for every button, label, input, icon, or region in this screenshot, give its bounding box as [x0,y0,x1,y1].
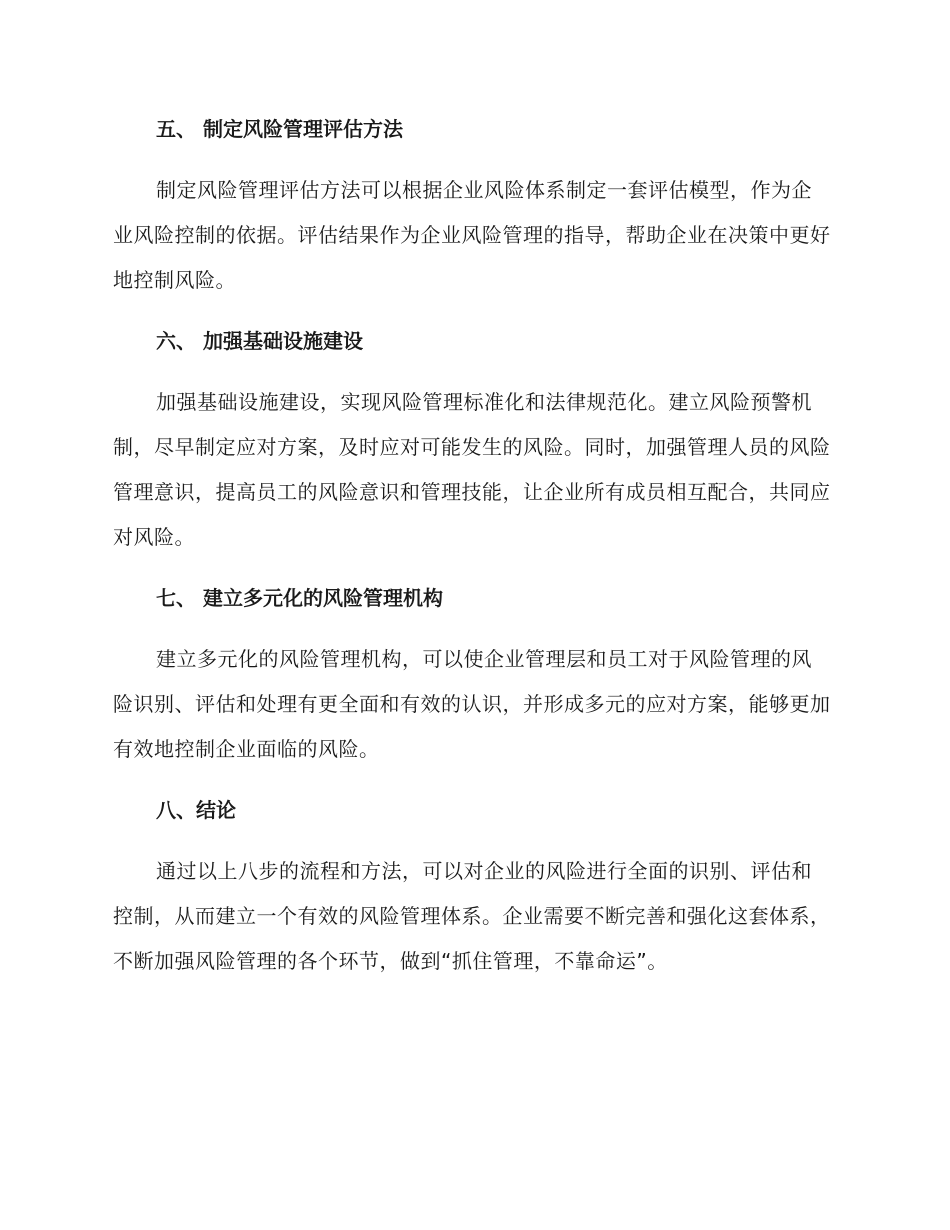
section-body-7: 建立多元化的风险管理机构，可以使企业管理层和员工对于风险管理的风险识别、评估和处理有更全面和有效的认识，并形成多元的应对方案，能够更加有效地控制企业面临的风险。 [113,647,831,761]
section-heading-5: 五、 制定风险管理评估方法 [156,117,403,141]
document-content [113,111,831,984]
section-body-6: 加强基础设施建设，实现风险管理标准化和法律规范化。建立风险预警机制，尽早制定应对方案，及时应对可能发生的风险。同时，加强管理人员的风险管理意识，提高员工的风险意识和管理技能，让企业所有成员相互配合，共同应对风险。 [113,390,831,549]
section-body-8: 通过以上八步的流程和方法，可以对企业的风险进行全面的识别、评估和控制，从而建立一个有效的风险管理体系。企业需要不断完善和强化这套体系，不断加强风险管理的各个环节，做到“抓住管理，不靠命运”。 [113,859,831,973]
section-heading-8: 八、结论 [156,798,236,822]
section-heading-6: 六、 加强基础设施建设 [156,329,363,353]
section-heading-7: 七、 建立多元化的风险管理机构 [156,586,443,610]
section-body-5: 制定风险管理评估方法可以根据企业风险体系制定一套评估模型，作为企业风险控制的依据。评估结果作为企业风险管理的指导，帮助企业在决策中更好地控制风险。 [113,178,831,292]
